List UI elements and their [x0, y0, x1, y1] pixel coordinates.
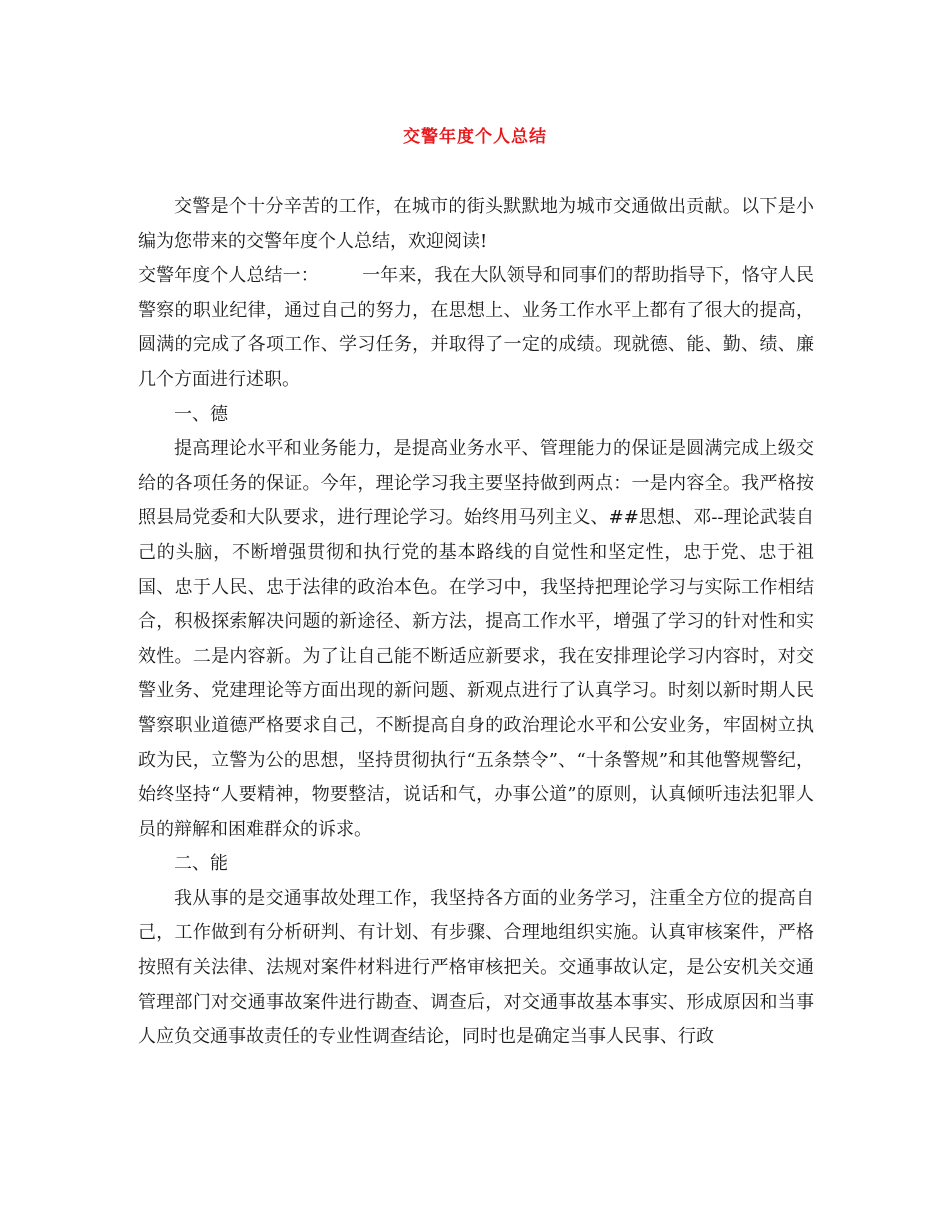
de-paragraph: 提高理论水平和业务能力，是提高业务水平、管理能力的保证是圆满完成上级交给的各项任务的保证。今年，理论学习我主要坚持做到两点：一是内容全。我严格按照县局党委和大队要求，进行理论学习。始终用马列主义、##思想、邓--理论武装自己的头脑，不断增强贯彻和执行党的基本路线的自觉性和坚定性，忠于党、忠于祖国、忠于人民、忠于法律的政治本色。在学习中，我坚持把理论学习与实际工作相结合，积极探索解决问题的新途径、新方法，提高工作水平，增强了学习的针对性和实效性。二是内容新。为了让自己能不断适应新要求，我在安排理论学习内容时，对交警业务、党建理论等方面出现的新问题、新观点进行了认真学习。时刻以新时期人民警察职业道德严格要求自己，不断提高自身的政治理论水平和公安业务，牢固树立执政为民，立警为公的思想，坚持贯彻执行“五条禁令”、“十条警规”和其他警规警纪，始终坚持“人要精神，物要整洁，说话和气，办事公道”的原则，认真倾听违法犯罪人员的辩解和困难群众的诉求。	[138, 438, 814, 840]
intro-paragraph: 交警是个十分辛苦的工作，在城市的街头默默地为城市交通做出贡献。以下是小编为您带来的交警年度个人总结，欢迎阅读!	[138, 196, 814, 252]
section-heading-de: 一、德	[174, 403, 228, 425]
summary-paragraph	[138, 259, 814, 397]
document-title: 交警年度个人总结	[403, 127, 547, 147]
document-body	[138, 190, 814, 1055]
summary-label: 交警年度个人总结一：	[138, 265, 319, 287]
section-heading-neng: 二、能	[174, 853, 228, 875]
summary-text: 一年来，我在大队领导和同事们的帮助指导下，恪守人民警察的职业纪律，通过自己的努力，在思想上、业务工作水平上都有了很大的提高，圆满的完成了各项工作、学习任务，并取得了一定的成绩。现就德、能、勤、绩、廉几个方面进行述职。	[138, 265, 815, 390]
neng-paragraph: 我从事的是交通事故处理工作，我坚持各方面的业务学习，注重全方位的提高自己，工作做到有分析研判、有计划、有步骤、合理地组织实施。认真审核案件，严格按照有关法律、法规对案件材料进行严格审核把关。交通事故认定，是公安机关交通管理部门对交通事故案件进行勘查、调查后，对交通事故基本事实、形成原因和当事人应负交通事故责任的专业性调查结论，同时也是确定当事人民事、行政	[138, 887, 814, 1048]
